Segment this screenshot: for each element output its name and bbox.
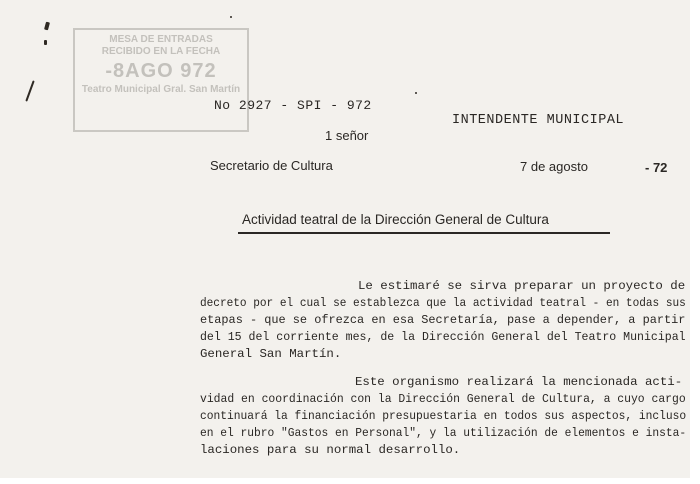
reference-number: No 2927 - SPI - 972 <box>214 98 372 113</box>
paragraph-2-line-5: laciones para su normal desarrollo. <box>200 443 461 457</box>
stamp-line-4: Teatro Municipal Gral. San Martín <box>81 84 241 95</box>
letter-year: - 72 <box>645 160 668 175</box>
stamp-date: -8AGO 972 <box>105 60 217 82</box>
margin-mark-3 <box>25 80 34 101</box>
issuer-title: INTENDENTE MUNICIPAL <box>452 113 625 128</box>
page-edge-bottom <box>0 478 700 484</box>
reception-stamp <box>73 28 249 132</box>
speck-2 <box>415 92 417 94</box>
paragraph-1-line-4: del 15 del corriente mes, de la Dirección General del Teatro Municipal <box>200 330 686 344</box>
margin-mark-2 <box>44 40 47 45</box>
paragraph-1-line-1: Le estimaré se sirva preparar un proyecto de <box>358 279 686 293</box>
recipient: Secretario de Cultura <box>210 158 333 173</box>
paragraph-2-line-3: continuará la financiación presupuestaria en todos sus aspectos, incluso <box>200 409 687 423</box>
paragraph-1-line-2: decreto por el cual se establezca que la actividad teatral - en todas sus <box>200 296 686 310</box>
page-edge-right <box>690 0 700 484</box>
paragraph-2-line-2: vidad en coordinación con la Dirección General de Cultura, a cuyo cargo <box>200 392 686 406</box>
speck-1 <box>230 16 232 18</box>
paragraph-1-line-5: General San Martín. <box>200 347 342 361</box>
paragraph-2-line-1: Este organismo realizará la mencionada acti- <box>355 375 683 389</box>
letter-date: 7 de agosto <box>520 159 588 174</box>
stamp-line-1: MESA DE ENTRADAS <box>109 34 213 45</box>
salutation: 1 señor <box>325 128 369 143</box>
stamp-line-2: RECIBIDO EN LA FECHA <box>101 46 221 57</box>
subject-line: Actividad teatral de la Dirección General de Cultura <box>242 212 549 227</box>
subject-underline <box>238 232 610 234</box>
paragraph-2-line-4: en el rubro "Gastos en Personal", y la utilización de elementos e insta- <box>200 426 687 440</box>
margin-mark-1 <box>44 22 50 31</box>
paragraph-1-line-3: etapas - que se ofrezca en esa Secretaría, pase a depender, a partir <box>200 313 686 327</box>
